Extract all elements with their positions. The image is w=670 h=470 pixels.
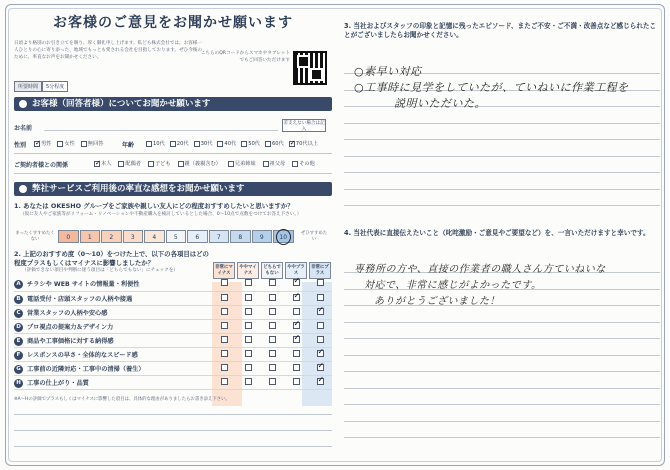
rating-cell xyxy=(260,305,284,319)
item-text: チラシや WEB サイトの情報量・利便性 xyxy=(27,281,140,289)
item-letter-badge: G xyxy=(14,365,23,374)
rating-checkbox[interactable] xyxy=(317,279,324,286)
rating-cell xyxy=(284,291,308,305)
rating-column-header: 非常にマイナス xyxy=(213,262,235,279)
rating-cell xyxy=(212,347,236,361)
rating-cell xyxy=(212,305,236,319)
age-label: 年齢 xyxy=(122,142,135,149)
comment-line[interactable] xyxy=(14,446,332,447)
scale-option-4[interactable] xyxy=(144,230,165,243)
section-dot-icon xyxy=(19,100,27,108)
rating-checkbox[interactable] xyxy=(245,350,252,357)
age-option-label: 40代 xyxy=(224,141,237,147)
rating-item-label xyxy=(14,333,212,347)
rating-checkbox[interactable] xyxy=(221,294,228,301)
time-label: 所要時間 xyxy=(14,81,42,92)
answer-line[interactable] xyxy=(344,189,660,190)
answer-line[interactable] xyxy=(344,421,660,422)
scale-number: 1 xyxy=(87,234,92,241)
answer-line[interactable] xyxy=(344,355,660,356)
relation-option-label: 親（義親含む） xyxy=(184,161,221,167)
divider xyxy=(14,173,332,174)
q3-handwriting-line: ○工事時に見学をしていたが、ていねいに作業工程を xyxy=(354,81,629,94)
nps-scale xyxy=(58,230,295,243)
item-letter-badge: A xyxy=(14,280,23,289)
rating-cell xyxy=(236,333,260,347)
rating-checkbox[interactable] xyxy=(221,378,228,385)
qr-code-icon[interactable] xyxy=(293,51,327,85)
scale-number: 0 xyxy=(66,234,71,241)
relation-option-label: 配偶者 xyxy=(125,161,141,167)
rating-column-header: ややマイナス xyxy=(237,262,259,279)
rating-checkbox[interactable] xyxy=(221,364,228,371)
rating-cell xyxy=(260,375,284,389)
rating-cell xyxy=(308,305,332,319)
relation-label: ご契約者様との関係 xyxy=(14,162,69,169)
rating-row xyxy=(14,291,332,305)
comment-line[interactable] xyxy=(14,414,332,415)
rating-cell xyxy=(212,291,236,305)
rating-row xyxy=(14,319,332,333)
relation-option-label: その他 xyxy=(299,161,315,167)
rating-cell xyxy=(284,375,308,389)
age-checkbox[interactable] xyxy=(194,141,200,147)
rating-checkbox[interactable] xyxy=(221,279,228,286)
rating-checkbox[interactable] xyxy=(245,378,252,385)
answer-line[interactable] xyxy=(344,172,660,173)
rating-row xyxy=(14,277,332,291)
rating-column-header: 非常にプラス xyxy=(309,262,331,279)
age-checkbox[interactable] xyxy=(241,141,247,147)
answer-line[interactable] xyxy=(344,106,660,107)
age-option-label: 60代 xyxy=(271,141,284,147)
rating-cell xyxy=(260,277,284,291)
age-option-label: 30代 xyxy=(200,141,213,147)
relation-options xyxy=(94,160,315,167)
rating-checkbox[interactable] xyxy=(221,350,228,357)
rating-cell xyxy=(212,319,236,333)
answer-line[interactable] xyxy=(344,123,660,124)
gender-option[interactable] xyxy=(57,140,74,147)
age-option[interactable] xyxy=(170,140,189,147)
q1-title: 1. あなたは OKESHO グループをご家族や親しい友人にどの程度おすすめしたいと思いますか？ xyxy=(14,202,294,210)
item-letter-badge: C xyxy=(14,309,23,318)
rating-cell xyxy=(260,319,284,333)
rating-cell xyxy=(212,277,236,291)
age-option-label: 50代 xyxy=(248,141,260,147)
q4-handwriting-line: ありがとうございました！ xyxy=(374,296,500,307)
rating-cell xyxy=(212,361,236,375)
rating-checkbox[interactable] xyxy=(221,322,228,329)
answer-line[interactable] xyxy=(344,437,660,438)
item-letter-badge: B xyxy=(14,295,23,304)
scale-number: 3 xyxy=(130,234,135,241)
q3-title: 3. 当社およびスタッフの印象と記憶に残ったエピソード、またご不安・ご不満・改善点など感じられたことがございましたらお聞かせください。 xyxy=(344,22,657,39)
rating-cell xyxy=(260,361,284,375)
rating-checkbox[interactable] xyxy=(317,322,324,329)
rating-item-label xyxy=(14,277,212,291)
rating-checkbox[interactable] xyxy=(293,294,300,301)
answer-line[interactable] xyxy=(344,338,660,339)
rating-checkbox[interactable] xyxy=(317,308,324,315)
scale-number: 10 xyxy=(279,234,288,241)
age-checkbox[interactable] xyxy=(265,141,271,147)
rating-checkbox[interactable] xyxy=(293,378,300,385)
age-checkbox[interactable] xyxy=(217,141,223,147)
age-options xyxy=(146,140,318,147)
answer-line[interactable] xyxy=(344,139,660,140)
rating-checkbox[interactable] xyxy=(317,294,324,301)
age-option-label: 70代以上 xyxy=(295,141,318,147)
rating-cell xyxy=(308,291,332,305)
answer-line[interactable] xyxy=(344,205,660,206)
page-title: お客様のご意見をお聞かせ願います xyxy=(53,15,293,31)
rating-checkbox[interactable] xyxy=(269,322,276,329)
relation-option[interactable] xyxy=(148,160,171,167)
rating-checkbox[interactable] xyxy=(245,279,252,286)
gender-options xyxy=(34,140,103,147)
rating-checkbox[interactable] xyxy=(293,364,300,371)
name-label: お名前 xyxy=(14,125,33,132)
rating-cell xyxy=(236,305,260,319)
age-option-label: 20代 xyxy=(176,141,189,147)
rating-checkbox[interactable] xyxy=(293,322,300,329)
q4-title: 4. 当社代表に直接伝えたいこと（叱咤激励・ご意見やご要望など）を、一言いただけますと幸いです。 xyxy=(344,229,650,237)
rating-checkbox[interactable] xyxy=(221,308,228,315)
relation-checkbox[interactable] xyxy=(263,161,269,167)
relation-checkbox[interactable] xyxy=(148,161,154,167)
scale-number: 2 xyxy=(109,234,114,241)
rating-item-label xyxy=(14,305,212,319)
q4-handwriting-line: 対応で、非常に感じがよかったです。 xyxy=(364,280,542,291)
rating-cell xyxy=(236,375,260,389)
rating-checkbox[interactable] xyxy=(269,378,276,385)
scale-option-6[interactable] xyxy=(187,230,208,243)
right-column xyxy=(344,10,660,460)
rating-checkbox[interactable] xyxy=(317,350,324,357)
q4-handwriting-line: 専務所の方や、直接の作業者の職人さん方ていねいな xyxy=(354,264,606,275)
rating-checkbox[interactable] xyxy=(245,308,252,315)
rating-row xyxy=(14,333,332,347)
time-box xyxy=(14,81,68,92)
relation-option[interactable] xyxy=(292,160,315,167)
age-checkbox[interactable] xyxy=(289,141,295,147)
relation-checkbox[interactable] xyxy=(178,161,184,167)
rating-checkbox[interactable] xyxy=(293,279,300,286)
item-text: 営業スタッフの人柄や安心感 xyxy=(27,309,108,317)
scale-high-label: ぜひすすめたい xyxy=(300,231,328,242)
scale-number: 6 xyxy=(195,234,200,241)
scale-low-label: まったくすすめたくない xyxy=(15,231,55,242)
relation-option-label: 兄弟姉妹 xyxy=(234,161,256,167)
rating-cell xyxy=(284,361,308,375)
rating-row xyxy=(14,375,332,389)
divider xyxy=(14,153,332,154)
rating-item-label xyxy=(14,347,212,361)
rating-checkbox[interactable] xyxy=(245,322,252,329)
name-optional-tag: 差支えない場合は記入 xyxy=(283,121,325,132)
item-text: 工事前の近隣対応・工事中の清掃（養生） xyxy=(27,365,145,373)
gender-option[interactable] xyxy=(34,140,51,147)
rating-checkbox[interactable] xyxy=(293,308,300,315)
relation-checkbox[interactable] xyxy=(94,161,100,167)
age-option[interactable] xyxy=(289,140,318,147)
age-option[interactable] xyxy=(241,140,260,147)
item-letter-badge: D xyxy=(14,323,23,332)
rating-cell xyxy=(308,361,332,375)
relation-checkbox[interactable] xyxy=(292,161,298,167)
q3-handwriting-line: 説明いただいた。 xyxy=(394,97,486,110)
relation-option-label: 子ども xyxy=(154,161,171,167)
answer-line[interactable] xyxy=(344,388,660,389)
rating-cell xyxy=(284,347,308,361)
scale-number: 7 xyxy=(216,234,221,241)
rating-table xyxy=(14,277,332,390)
rating-item-label xyxy=(14,319,212,333)
time-value: 5分程度 xyxy=(42,81,68,92)
item-text: レスポンスの早さ・全体的なスピード感 xyxy=(27,351,138,359)
relation-checkbox[interactable] xyxy=(118,161,124,167)
rating-cell xyxy=(260,291,284,305)
selected-circle-icon xyxy=(276,229,291,245)
section1-title: お客様（回答者様）についてお聞かせ願います xyxy=(32,99,211,109)
relation-option[interactable] xyxy=(178,160,221,167)
scale-number: 5 xyxy=(173,234,178,241)
rating-cell xyxy=(212,375,236,389)
q3-handwriting-line: ○素早い対応 xyxy=(354,65,422,78)
scale-option-8[interactable] xyxy=(230,230,251,243)
rating-cell xyxy=(260,347,284,361)
rating-cell xyxy=(212,333,236,347)
age-checkbox[interactable] xyxy=(146,141,152,147)
age-option[interactable] xyxy=(194,140,213,147)
rating-cell xyxy=(308,375,332,389)
rating-row xyxy=(14,347,332,361)
rating-checkbox[interactable] xyxy=(269,336,276,343)
rating-cell xyxy=(236,319,260,333)
rating-checkbox[interactable] xyxy=(293,336,300,343)
rating-checkbox[interactable] xyxy=(269,279,276,286)
age-option[interactable] xyxy=(146,140,165,147)
gender-option[interactable] xyxy=(81,140,104,147)
scale-option-3[interactable] xyxy=(123,230,144,243)
gender-option-label: 男性 xyxy=(41,141,52,147)
gender-checkbox[interactable] xyxy=(81,141,87,147)
relation-option[interactable] xyxy=(94,160,111,167)
relation-option[interactable] xyxy=(228,160,256,167)
rating-cell xyxy=(284,305,308,319)
rating-cell xyxy=(308,277,332,291)
gender-option-label: 女性 xyxy=(64,141,75,147)
scale-option-10[interactable] xyxy=(273,230,294,243)
scale-option-1[interactable] xyxy=(80,230,101,243)
section2-header xyxy=(14,182,332,196)
rating-column-header: ややプラス xyxy=(285,262,307,279)
section1-header xyxy=(14,97,332,111)
rating-checkbox[interactable] xyxy=(317,364,324,371)
gender-option-label: 無回答 xyxy=(87,141,104,147)
scale-number: 8 xyxy=(238,234,243,241)
relation-option-label: 本人 xyxy=(101,161,112,167)
gender-checkbox[interactable] xyxy=(34,141,40,147)
rating-cell xyxy=(236,277,260,291)
rating-cell xyxy=(260,333,284,347)
rating-cell xyxy=(236,291,260,305)
gender-label: 性別 xyxy=(14,142,27,149)
rating-item-label xyxy=(14,361,212,375)
rating-checkbox[interactable] xyxy=(245,294,252,301)
scale-number: 4 xyxy=(152,234,157,241)
age-option[interactable] xyxy=(217,140,236,147)
answer-line[interactable] xyxy=(344,156,660,157)
age-checkbox[interactable] xyxy=(170,141,176,147)
answer-line[interactable] xyxy=(344,322,660,323)
rating-cell xyxy=(284,333,308,347)
rating-cell xyxy=(308,347,332,361)
rating-checkbox[interactable] xyxy=(269,294,276,301)
rating-cell xyxy=(236,347,260,361)
answer-line[interactable] xyxy=(344,371,660,372)
rating-checkbox[interactable] xyxy=(269,308,276,315)
rating-checkbox[interactable] xyxy=(269,350,276,357)
rating-cell xyxy=(236,361,260,375)
scale-option-9[interactable] xyxy=(252,230,273,243)
rating-checkbox[interactable] xyxy=(293,350,300,357)
relation-option-label: 祖父母 xyxy=(269,161,286,167)
rating-cell xyxy=(308,319,332,333)
relation-option[interactable] xyxy=(118,160,141,167)
rating-column-header: どちらでもない xyxy=(261,262,283,279)
scale-option-5[interactable] xyxy=(166,230,187,243)
rating-checkbox[interactable] xyxy=(245,364,252,371)
item-text: 商品や工事価格に対する納得感 xyxy=(27,337,114,345)
q2-subtext: （評価できない項目や判断に迷う項目は「どちらでもない」にチェックを） xyxy=(22,268,179,273)
age-option-label: 10代 xyxy=(153,141,165,147)
gender-checkbox[interactable] xyxy=(57,141,63,147)
rating-checkbox[interactable] xyxy=(317,378,324,385)
name-field[interactable] xyxy=(44,130,278,131)
rating-item-label xyxy=(14,291,212,305)
rating-row xyxy=(14,305,332,319)
rating-row xyxy=(14,361,332,375)
item-text: 電話受付・店頭スタッフの人柄や接遇 xyxy=(27,295,133,303)
relation-option[interactable] xyxy=(263,160,286,167)
rating-checkbox[interactable] xyxy=(317,336,324,343)
scale-option-7[interactable] xyxy=(209,230,230,243)
item-text: プロ視点の提案力＆デザイン力 xyxy=(27,323,114,331)
section-dot-icon xyxy=(19,185,27,193)
section2-title: 弊社サービスご利用後の率直な感想をお聞かせ願います xyxy=(32,184,245,194)
rating-cell xyxy=(284,319,308,333)
item-text: 工事の仕上がり・品質 xyxy=(27,379,89,387)
item-letter-badge: F xyxy=(14,351,23,360)
rating-checkbox[interactable] xyxy=(269,364,276,371)
footnote: ※A〜Hの評価でプラスもしくはマイナスに影響した項目は、具体的な理由がありましたらお書き添え下さい。 xyxy=(14,397,230,402)
rating-checkbox[interactable] xyxy=(245,336,252,343)
rating-cell xyxy=(284,277,308,291)
answer-line[interactable] xyxy=(344,404,660,405)
rating-item-label xyxy=(14,375,212,389)
comment-line[interactable] xyxy=(14,430,332,431)
q1-subtext: （仮に友人やご家族等がリフォーム・リノベーションや不動産購入を検討しているとした場合、0〜10点で点数をつけてお答え下さい。） xyxy=(20,212,302,217)
rating-checkbox[interactable] xyxy=(221,336,228,343)
q2-title: 2. 上記のおすすめ度（0〜10）をつけた上で、以下の各項目はどの程度プラスもしくはマイナスに影響しましたか？ xyxy=(14,250,209,267)
scale-number: 9 xyxy=(259,234,264,241)
rating-cell xyxy=(308,333,332,347)
qr-note: こちらのQRコードからスマホやタブレットでもご回答いただけます xyxy=(200,51,290,63)
left-column xyxy=(14,10,332,460)
item-letter-badge: H xyxy=(14,379,23,388)
scale-option-0[interactable] xyxy=(58,230,79,243)
relation-checkbox[interactable] xyxy=(228,161,234,167)
item-letter-badge: E xyxy=(14,337,23,346)
age-option[interactable] xyxy=(265,140,284,147)
intro-text: 日頃より格別のお引き立てを賜り、厚く御礼申し上げます。私ども株式会社では、お客様一人ひとりの心に寄り添った、地域でもっとも愛される会社を目指しております。ぜひ今後のために、率直なお声をお聞かせください。 xyxy=(14,41,202,61)
scale-option-2[interactable] xyxy=(101,230,122,243)
